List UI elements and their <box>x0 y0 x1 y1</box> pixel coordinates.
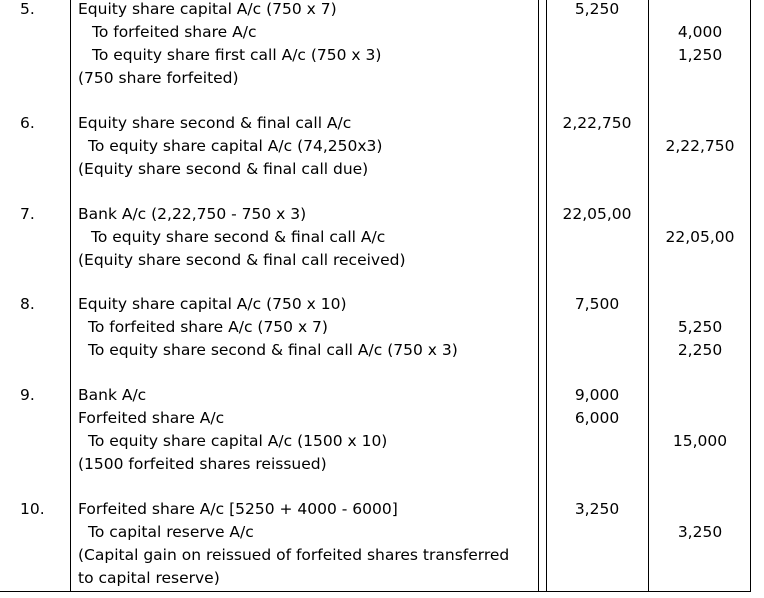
credit-amount: 1,250 <box>677 46 723 64</box>
table-bottom-border <box>0 591 751 592</box>
entry-number: 6. <box>20 114 35 132</box>
debit-amount: 6,000 <box>574 409 620 427</box>
debit-account: Forfeited share A/c <box>78 409 225 427</box>
narration: to capital reserve) <box>78 569 220 587</box>
credit-account: To forfeited share A/c (750 x 7) <box>88 318 328 336</box>
credit-amount: 4,000 <box>677 23 723 41</box>
debit-amount: 7,500 <box>574 295 620 313</box>
narration: (Equity share second & final call due) <box>78 160 369 178</box>
debit-amount: 9,000 <box>574 386 620 404</box>
entry-number: 7. <box>20 205 35 223</box>
narration: (Capital gain on reissued of forfeited shares transferred <box>78 546 510 564</box>
credit-account: To equity share first call A/c (750 x 3) <box>92 46 382 64</box>
column-divider-left <box>70 0 71 591</box>
column-divider-right <box>750 0 751 591</box>
entry-number: 10. <box>20 500 45 518</box>
column-divider-particulars <box>538 0 539 591</box>
debit-amount: 5,250 <box>574 0 620 18</box>
debit-account: Equity share second & final call A/c <box>78 114 352 132</box>
credit-amount: 22,05,00 <box>665 228 735 246</box>
debit-account: Bank A/c <box>78 386 147 404</box>
credit-account: To capital reserve A/c <box>88 523 254 541</box>
credit-amount: 2,250 <box>677 341 723 359</box>
credit-account: To equity share second & final call A/c <box>91 228 386 246</box>
column-divider-debit-right <box>648 0 649 591</box>
debit-account: Bank A/c (2,22,750 - 750 x 3) <box>78 205 307 223</box>
debit-amount: 22,05,00 <box>562 205 632 223</box>
entry-number: 8. <box>20 295 35 313</box>
narration: (750 share forfeited) <box>78 69 239 87</box>
debit-amount: 3,250 <box>574 500 620 518</box>
narration: (1500 forfeited shares reissued) <box>78 455 327 473</box>
credit-amount: 5,250 <box>677 318 723 336</box>
credit-amount: 2,22,750 <box>665 137 735 155</box>
debit-amount: 2,22,750 <box>562 114 632 132</box>
entry-number: 9. <box>20 386 35 404</box>
credit-amount: 3,250 <box>677 523 723 541</box>
credit-account: To equity share capital A/c (1500 x 10) <box>88 432 388 450</box>
debit-account: Equity share capital A/c (750 x 10) <box>78 295 347 313</box>
credit-account: To equity share capital A/c (74,250x3) <box>88 137 383 155</box>
credit-account: To equity share second & final call A/c (750 x 3) <box>88 341 458 359</box>
narration: (Equity share second & final call received) <box>78 251 406 269</box>
credit-amount: 15,000 <box>672 432 728 450</box>
debit-account: Forfeited share A/c [5250 + 4000 - 6000] <box>78 500 398 518</box>
entry-number: 5. <box>20 0 35 18</box>
column-divider-debit-left <box>546 0 547 591</box>
credit-account: To forfeited share A/c <box>92 23 257 41</box>
debit-account: Equity share capital A/c (750 x 7) <box>78 0 337 18</box>
